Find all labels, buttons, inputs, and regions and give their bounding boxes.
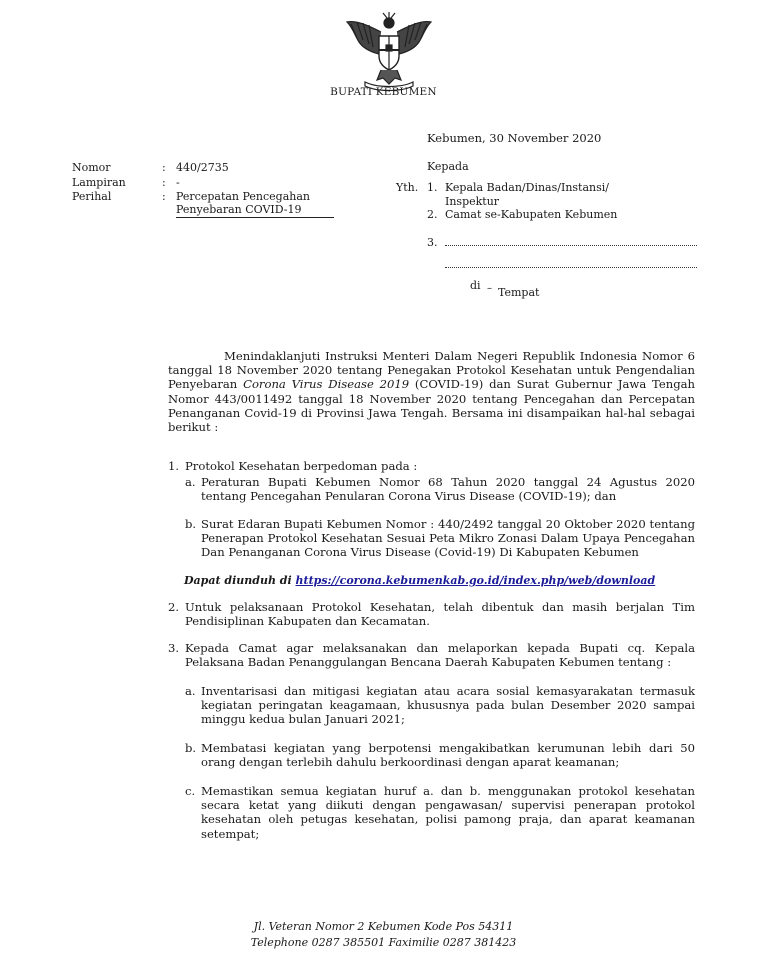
letter-date: Kebumen, 30 November 2020 <box>427 131 602 145</box>
intro-part-2: (COVID-19) dan Surat Gubernur Jawa Tengah Nomor 443/0011492 tanggal 18 November 2020 tentang Pencegahan dan Percepatan Penanganan Covid-19 di Provinsi Jawa Tengah. Bersama ini disampaikan hal-hal sebagai berikut : <box>168 377 695 435</box>
point-3b-text: Membatasi kegiatan yang berpotensi mengakibatkan kerumunan lebih dari 50 orang dengan terlebih dahulu berkoordinasi dengan aparat keamanan; <box>201 741 695 770</box>
kepada-label: Kepada <box>427 160 469 173</box>
intro-part-1: Menindaklanjuti Instruksi Menteri Dalam Negeri Republik Indonesia Nomor 6 tanggal 18 November 2020 tentang Penegakan Protokol Kesehatan untuk Pengendalian Penyebaran <box>168 349 695 392</box>
footer-phone: Telephone 0287 385501 Faximilie 0287 381423 <box>250 936 517 949</box>
download-label: Dapat diunduh di <box>184 574 292 587</box>
point-3-text: Kepada Camat agar melaksanakan dan melaporkan kepada Bupati cq. Kepala Pelaksana Badan Penanggulangan Bencana Daerah Kabupaten Kebumen tentang : <box>185 641 695 670</box>
recipient-3-number: 3. <box>427 236 438 249</box>
point-2-text: Untuk pelaksanaan Protokol Kesehatan, telah dibentuk dan masih berjalan Tim Pendisiplinan Kabupaten dan Kecamatan. <box>185 600 695 629</box>
recipient-blank-line-2 <box>445 267 697 268</box>
intro-paragraph <box>168 349 695 434</box>
lampiran-label: Lampiran <box>72 176 126 189</box>
issuer-title: BUPATI KEBUMEN <box>330 86 437 98</box>
point-1a-text: Peraturan Bupati Kebumen Nomor 68 Tahun 2020 tanggal 24 Agustus 2020 tentang Pencegahan Penularan Corona Virus Disease (COVID-19); dan <box>201 475 695 504</box>
nomor-colon: : <box>162 161 166 174</box>
di-dash: – <box>487 283 492 294</box>
nomor-label: Nomor <box>72 161 111 174</box>
intro-italic: Corona Virus Disease 2019 <box>243 377 410 392</box>
recipient-3-blank-line <box>445 245 697 246</box>
download-note <box>184 574 655 587</box>
lampiran-colon: : <box>162 176 166 189</box>
recipient-2-number: 2. <box>427 208 438 221</box>
yth-label: Yth. <box>396 181 419 194</box>
point-1-text: Protokol Kesehatan berpedoman pada : <box>185 459 418 473</box>
footer-address: Jl. Veteran Nomor 2 Kebumen Kode Pos 54311 <box>253 920 514 933</box>
tempat-label: Tempat <box>498 286 540 299</box>
point-3c-text: Memastikan semua kegiatan huruf a. dan b. menggunakan protokol kesehatan secara ketat yang diikuti dengan pengawasan/ supervisi penerapan protokol kesehatan oleh petugas kesehatan, polisi pamong praja, dan aparat keamanan setempat; <box>201 784 695 841</box>
perihal-line-2: Penyebaran COVID-19 <box>176 203 334 218</box>
download-link[interactable]: https://corona.kebumenkab.go.id/index.php/web/download <box>295 574 656 587</box>
point-3c-number: c. <box>185 784 196 798</box>
point-3b-number: b. <box>185 741 197 755</box>
point-1-number: 1. <box>168 459 180 473</box>
di-label: di <box>470 279 481 292</box>
perihal-value <box>176 190 334 218</box>
nomor-value: 440/2735 <box>176 161 229 174</box>
recipient-2: Camat se-Kabupaten Kebumen <box>445 208 618 221</box>
perihal-colon: : <box>162 190 166 203</box>
point-3a-text: Inventarisasi dan mitigasi kegiatan atau acara sosial kemasyarakatan termasuk kegiatan peringatan keagamaan, khususnya pada bulan Desember 2020 sampai minggu kedua bulan Januari 2021; <box>201 684 695 727</box>
recipient-1-number: 1. <box>427 181 438 194</box>
point-1a-number: a. <box>185 475 196 489</box>
point-1b-text: Surat Edaran Bupati Kebumen Nomor : 440/2492 tanggal 20 Oktober 2020 tentang Penerapan Protokol Kesehatan Sesuai Peta Mikro Zonasi Dalam Upaya Pencegahan Dan Penanganan Corona Virus Disease (Covid-19) Di Kabupaten Kebumen <box>201 517 695 560</box>
point-2-number: 2. <box>168 600 180 614</box>
perihal-line-1: Percepatan Pencegahan <box>176 190 311 203</box>
point-3a-number: a. <box>185 684 196 698</box>
recipient-1-line-1: Kepala Badan/Dinas/Instansi/ <box>445 181 609 194</box>
perihal-label: Perihal <box>72 190 112 203</box>
recipient-1-line-2: Inspektur <box>445 195 500 208</box>
lampiran-value: - <box>176 176 180 189</box>
point-3-number: 3. <box>168 641 180 655</box>
point-1b-number: b. <box>185 517 197 531</box>
garuda-emblem-icon <box>343 12 435 92</box>
recipient-1 <box>445 181 609 209</box>
